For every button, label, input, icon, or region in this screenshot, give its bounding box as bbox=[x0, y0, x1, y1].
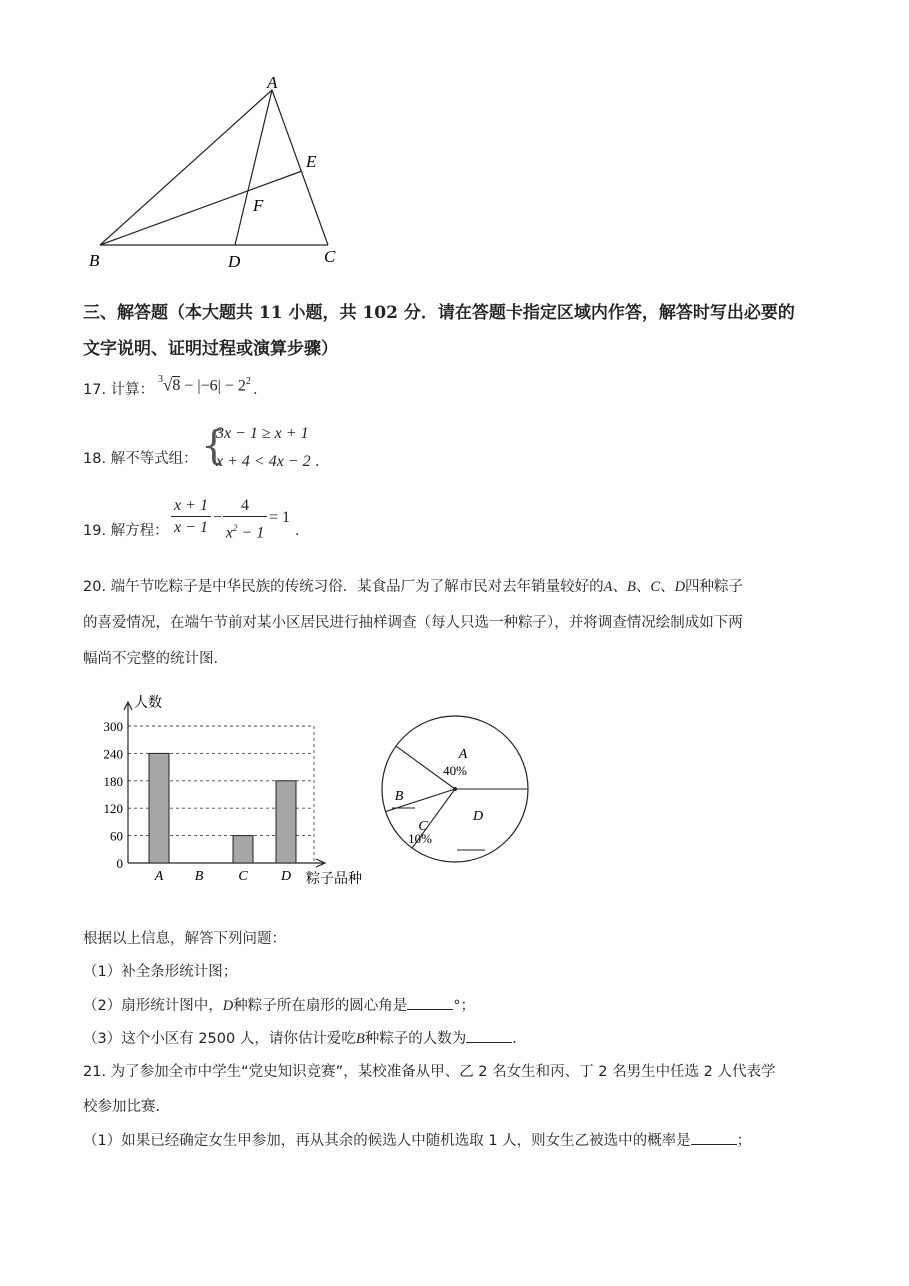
y-tick-label-120: 120 bbox=[103, 801, 123, 817]
x-tick-label-A: A bbox=[154, 869, 164, 884]
q17-minus-1: − bbox=[184, 377, 194, 395]
triangle-figure bbox=[80, 70, 350, 275]
question-20-line1 bbox=[83, 577, 743, 597]
q17-expression: $^3√8 - |-6| - 2^2$ bbox=[158, 374, 251, 395]
pie-value-A: 40% bbox=[443, 763, 467, 778]
q20-line1-end: 四种粽子 bbox=[685, 579, 744, 595]
q19-fraction-1-denominator: x − 1 bbox=[174, 519, 208, 536]
q20-var-C: C bbox=[650, 579, 661, 595]
pie-label-C: C bbox=[418, 819, 428, 834]
q19-fraction-2-denominator bbox=[223, 517, 267, 544]
segment-BE bbox=[100, 171, 302, 245]
y-tick-label-60: 60 bbox=[110, 828, 123, 844]
q20-sep-2: 、 bbox=[635, 579, 651, 595]
segment-AC bbox=[272, 90, 328, 245]
q19-fraction-1-numerator: x + 1 bbox=[171, 496, 211, 517]
pie-label-B: B bbox=[394, 789, 404, 804]
segment-AD bbox=[235, 90, 272, 245]
question-20-intro: 根据以上信息，解答下列问题： bbox=[83, 931, 286, 947]
question-21-line1: 21. 为了参加全市中学生“党史知识竞赛”，某校准备从甲、乙 2 名女生和丙、丁 2 名男生中任选 2 人代表学 bbox=[83, 1064, 776, 1080]
x-tick-label-D: D bbox=[280, 869, 292, 884]
label-B: B bbox=[89, 251, 100, 270]
label-D: D bbox=[228, 252, 241, 271]
q20-sub3-text: （3）这个小区有 2500 人，请你估计爱吃 bbox=[83, 1031, 356, 1047]
question-20-sub2 bbox=[83, 995, 475, 1016]
q18-suffix: ． bbox=[315, 454, 330, 470]
question-18 bbox=[83, 422, 403, 474]
question-20-sub3 bbox=[83, 1028, 527, 1049]
q20-sub2-end: °； bbox=[453, 998, 475, 1014]
q18-brace: { bbox=[201, 423, 227, 469]
pie-chart bbox=[375, 710, 535, 870]
q17-root-index: 3 bbox=[158, 374, 163, 385]
y-tick-label-0: 0 bbox=[116, 856, 123, 871]
question-21-line2: 校参加比赛． bbox=[83, 1099, 170, 1115]
pie-label-A: A bbox=[458, 747, 468, 762]
q20-var-A: A bbox=[603, 579, 613, 595]
y-tick-label-180: 180 bbox=[103, 773, 123, 789]
q20-sub2-text2: 种粽子所在扇形的圆心角是 bbox=[233, 998, 408, 1014]
y-tick-label-240: 240 bbox=[103, 746, 123, 762]
q17-prefix: 17. 计算： bbox=[83, 382, 155, 398]
question-20-line3: 幅尚不完整的统计图． bbox=[83, 651, 228, 667]
x-axis-label: 粽子品种 bbox=[306, 871, 362, 887]
q17-abs-value: −6 bbox=[200, 377, 218, 395]
q20-sub3-var: B bbox=[355, 1031, 365, 1047]
q20-line1-text: 20. 端午节吃粽子是中华民族的传统习俗．某食品厂为了解市民对去年销量较好的 bbox=[83, 579, 604, 595]
question-20-line2: 的喜爱情况，在端午节前对某小区居民进行抽样调查（每人只选一种粽子），并将调查情况绘制成如下两 bbox=[83, 615, 743, 631]
question-21-sub1 bbox=[83, 1130, 751, 1151]
answer-blank-probability[interactable] bbox=[691, 1130, 737, 1145]
label-F: F bbox=[253, 196, 264, 215]
q19-prefix: 19. 解方程： bbox=[83, 523, 169, 539]
q17-power-exp: 2 bbox=[245, 376, 251, 387]
segment-AB bbox=[100, 90, 272, 245]
q18-prefix: 18. 解不等式组： bbox=[83, 451, 198, 467]
question-20-sub1: （1）补全条形统计图； bbox=[83, 964, 238, 980]
q21-sub1-text: （1）如果已经确定女生甲参加，再从其余的候选人中随机选取 1 人，则女生乙被选中的概率是 bbox=[83, 1133, 691, 1149]
q20-sep-1: 、 bbox=[612, 579, 628, 595]
question-17 bbox=[83, 372, 383, 402]
pie-value-C: 10% bbox=[408, 831, 432, 846]
q19-fraction-2-numerator: 4 bbox=[223, 496, 267, 517]
section-heading-line1: 三、解答题（本大题共 11 小题，共 102 分．请在答题卡指定区域内作答，解答时写出必要的 bbox=[83, 303, 795, 323]
answer-blank-count[interactable] bbox=[466, 1028, 512, 1043]
q19-minus: − bbox=[213, 509, 223, 526]
q19-suffix: ． bbox=[295, 523, 310, 539]
q19-den-tail: − 1 bbox=[237, 524, 265, 542]
answer-blank-angle[interactable] bbox=[407, 995, 453, 1010]
bar-chart bbox=[90, 688, 385, 893]
q20-var-D: D bbox=[674, 579, 686, 595]
q19-den-base: x bbox=[225, 524, 233, 542]
question-19 bbox=[83, 496, 403, 546]
q18-inequality-1: 3x − 1 ≥ x + 1 bbox=[216, 425, 309, 442]
pie-center bbox=[453, 787, 457, 791]
q21-sub1-end: ； bbox=[736, 1133, 752, 1149]
label-A: A bbox=[267, 73, 278, 92]
q20-sep-3: 、 bbox=[660, 579, 675, 595]
x-tick-label-B: B bbox=[194, 869, 204, 884]
q20-sub3-text2: 种粽子的人数为 bbox=[364, 1031, 467, 1047]
q19-fraction-2 bbox=[223, 496, 267, 544]
q20-var-B: B bbox=[627, 579, 636, 595]
y-tick-label-300: 300 bbox=[103, 719, 123, 734]
bar-A bbox=[149, 753, 169, 863]
q20-sub2-var: D bbox=[222, 998, 234, 1014]
label-C: C bbox=[324, 247, 336, 266]
section-heading-line2: 文字说明、证明过程或演算步骤） bbox=[83, 339, 338, 359]
q17-suffix: ． bbox=[253, 382, 268, 398]
y-axis-label: 人数 bbox=[134, 695, 162, 711]
q17-minus-2: − bbox=[224, 377, 234, 395]
bar-C bbox=[233, 836, 253, 863]
q19-rhs: = 1 bbox=[269, 509, 291, 526]
q18-inequality-2: x + 4 < 4x − 2 bbox=[216, 453, 311, 470]
q17-root-arg: 8 bbox=[172, 377, 181, 395]
label-E: E bbox=[306, 152, 317, 171]
x-tick-label-C: C bbox=[238, 869, 248, 884]
pie-label-D: D bbox=[472, 809, 484, 824]
q19-den-exp: 2 bbox=[232, 523, 238, 533]
q17-power-base: 2 bbox=[237, 377, 246, 395]
q19-fraction-1 bbox=[171, 496, 211, 539]
bar-D bbox=[276, 781, 296, 863]
q20-sub2-text: （2）扇形统计图中， bbox=[83, 998, 223, 1014]
q20-sub3-end: ． bbox=[512, 1031, 527, 1047]
